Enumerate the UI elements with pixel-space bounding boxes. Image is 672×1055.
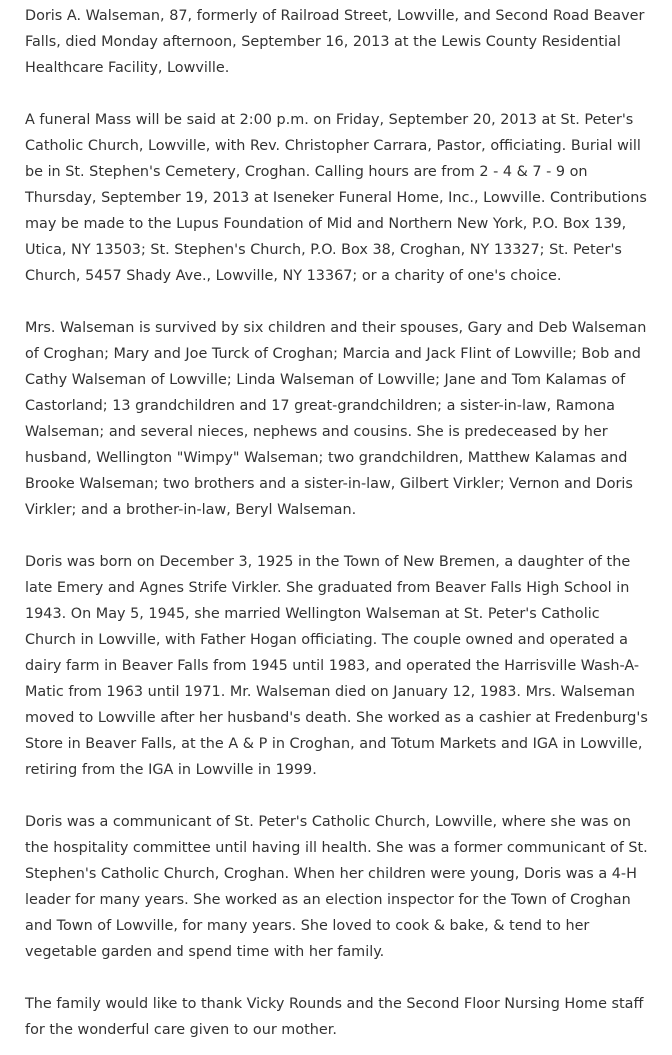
paragraph-life-history: Doris was born on December 3, 1925 in the Town of New Bremen, a daughter of the late Emery and Agnes Strife Virkler. She graduated from Beaver Falls High School in 1943. On May 5, 1945, she married Wellington Walseman at St. Peter's Catholic Church in Lowville, with Father Hogan officiating. The couple owned and operated a dairy farm in Beaver Falls from 1945 until 1983, and operated the Harrisville Wash-A-Matic from 1963 until 1971. Mr. Walseman died on January 12, 1983. Mrs. Walseman moved to Lowville after her husband's death. She worked as a cashier at Fredenburg's Store in Beaver Falls, at the A & P in Croghan, and Totum Markets and IGA in Lowville, retiring from the IGA in Lowville in 1999. [25, 554, 648, 778]
paragraph-death-notice: Doris A. Walseman, 87, formerly of Railroad Street, Lowville, and Second Road Beaver Falls, died Monday afternoon, September 16, 2013 at the Lewis County Residential Healthcare Facility, Lowville. [25, 8, 645, 76]
paragraph-funeral-arrangements: A funeral Mass will be said at 2:00 p.m. on Friday, September 20, 2013 at St. Peter's Catholic Church, Lowville, with Rev. Christopher Carrara, Pastor, officiating. Burial will be in St. Stephen's Cemetery, Croghan. Calling hours are from 2 - 4 & 7 - 9 on Thursday, September 19, 2013 at Iseneker Funeral Home, Inc., Lowville. Contributions may be made to the Lupus Foundation of Mid and Northern New York, P.O. Box 139, Utica, NY 13503; St. Stephen's Church, P.O. Box 38, Croghan, NY 13327; St. Peter's Church, 5457 Shady Ave., Lowville, NY 13367; or a charity of one's choice. [25, 112, 647, 284]
paragraph-thanks: The family would like to thank Vicky Rounds and the Second Floor Nursing Home staff for the wonderful care given to our mother. [25, 996, 644, 1038]
paragraph-survivors: Mrs. Walseman is survived by six children and their spouses, Gary and Deb Walseman of Croghan; Mary and Joe Turck of Croghan; Marcia and Jack Flint of Lowville; Bob and Cathy Walseman of Lowville; Linda Walseman of Lowville; Jane and Tom Kalamas of Castorland; 13 grandchildren and 17 great-grandchildren; a sister-in-law, Ramona Walseman; and several nieces, nephews and cousins. She is predeceased by her husband, Wellington "Wimpy" Walseman; two grandchildren, Matthew Kalamas and Brooke Walseman; two brothers and a sister-in-law, Gilbert Virkler; Vernon and Doris Virkler; and a brother-in-law, Beryl Walseman. [25, 320, 647, 518]
paragraph-community: Doris was a communicant of St. Peter's Catholic Church, Lowville, where she was on the hospitality committee until having ill health. She was a former communicant of St. Stephen's Catholic Church, Croghan. When her children were young, Doris was a 4-H leader for many years. She worked as an election inspector for the Town of Croghan and Town of Lowville, for many years. She loved to cook & bake, & tend to her vegetable garden and spend time with her family. [25, 814, 648, 960]
